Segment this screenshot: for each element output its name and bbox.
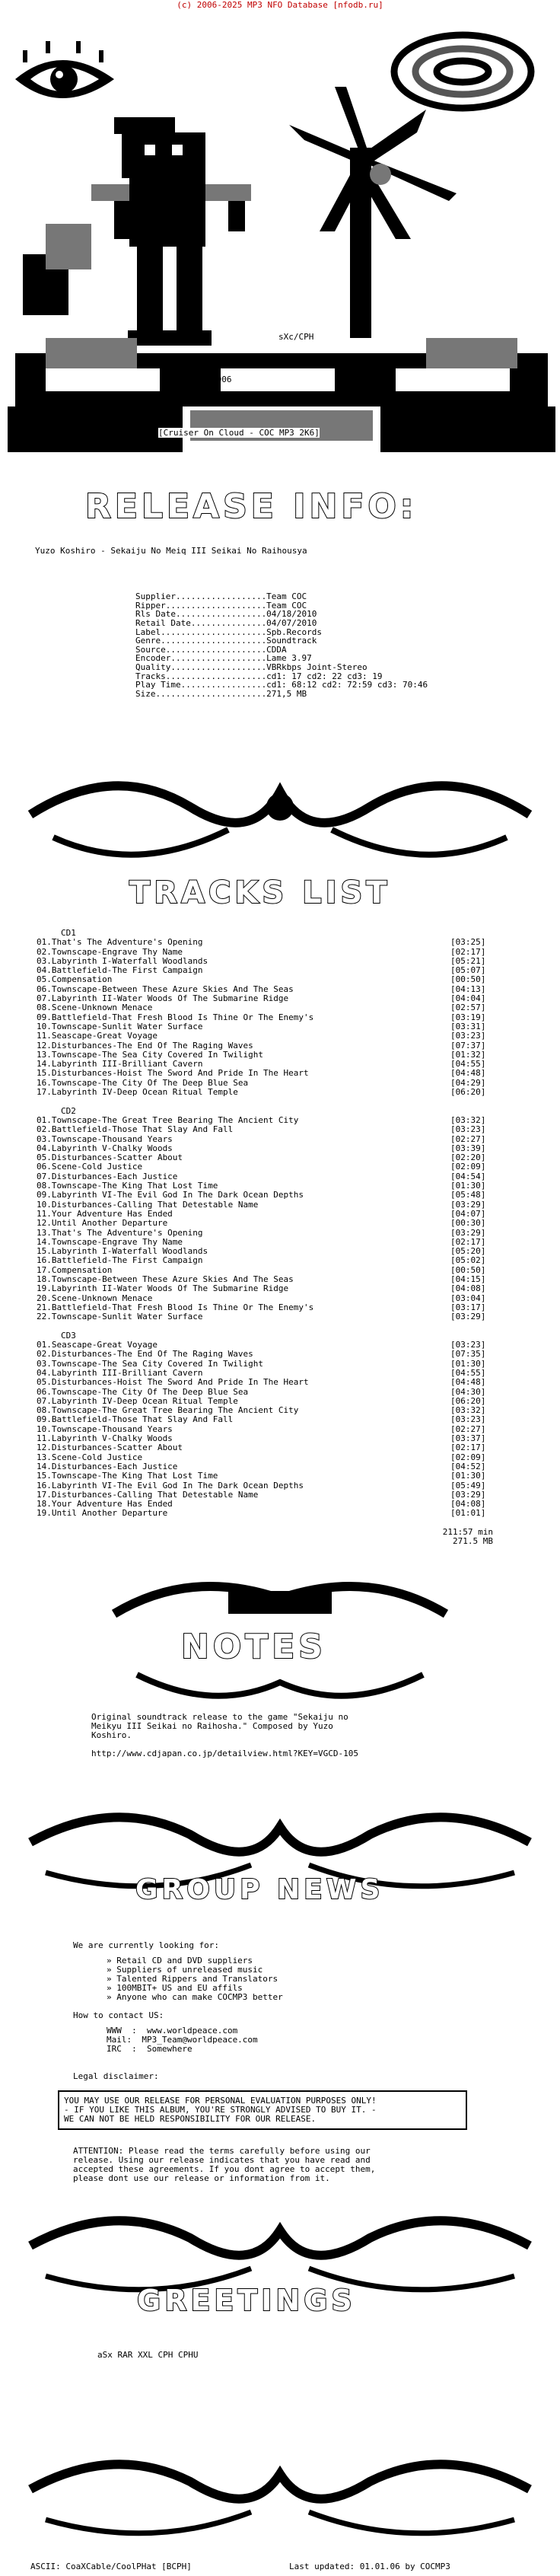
track-title: 16.Townscape-The City Of The Deep Blue Sea bbox=[37, 1077, 249, 1088]
track-title: 15.Labyrinth I-Waterfall Woodlands bbox=[37, 1246, 208, 1257]
track-row bbox=[37, 1162, 493, 1172]
track-length: [02:09] bbox=[450, 1162, 486, 1172]
track-length: [04:07] bbox=[450, 1208, 486, 1219]
track-row bbox=[37, 1284, 493, 1293]
spiral-icon bbox=[394, 35, 531, 108]
release-info-line: Ripper....................Team COC bbox=[135, 600, 307, 611]
greetings-heading: GREETINGS bbox=[137, 2284, 356, 2317]
track-title: 01.Townscape-The Great Tree Bearing The Ancient City bbox=[37, 1114, 299, 1125]
track-row bbox=[37, 975, 493, 984]
track-length: [03:29] bbox=[450, 1199, 486, 1210]
track-length: [05:48] bbox=[450, 1190, 486, 1200]
track-title: 11.Your Adventure Has Ended bbox=[37, 1208, 173, 1219]
track-title: 04.Labyrinth III-Brilliant Cavern bbox=[37, 1367, 203, 1378]
track-row bbox=[37, 1003, 493, 1012]
footer-updated: Last updated: 01.01.06 by COCMP3 bbox=[289, 2562, 450, 2571]
track-length: [03:19] bbox=[450, 1012, 486, 1022]
track-length: [05:21] bbox=[450, 955, 486, 966]
track-length: [04:13] bbox=[450, 984, 486, 994]
track-length: [04:54] bbox=[450, 1171, 486, 1181]
want-item: » 100MBIT+ US and EU affils bbox=[107, 1983, 243, 1993]
track-row bbox=[37, 1415, 493, 1424]
disc-label: CD2 bbox=[61, 1105, 76, 1116]
track-title: 05.Disturbances-Hoist The Sword And Pride In The Heart bbox=[37, 1377, 309, 1388]
want-item: » Suppliers of unreleased music bbox=[107, 1965, 263, 1975]
track-length: [02:57] bbox=[450, 1003, 486, 1013]
legal-heading: Legal disclaimer: bbox=[73, 2071, 159, 2081]
track-length: [02:20] bbox=[450, 1153, 486, 1163]
track-length: [05:07] bbox=[450, 965, 486, 976]
track-title: 03.Labyrinth I-Waterfall Woodlands bbox=[37, 955, 208, 966]
release-info-line: Tracks....................cd1: 17 cd2: 22 cd3: 19 bbox=[135, 671, 383, 681]
track-title: 11.Labyrinth V-Chalky Woods bbox=[37, 1433, 173, 1444]
track-title: 03.Townscape-The Sea City Covered In Twilight bbox=[37, 1358, 264, 1369]
track-title: 13.Scene-Cold Justice bbox=[37, 1452, 143, 1462]
tracklist bbox=[37, 929, 493, 1547]
track-title: 06.Scene-Cold Justice bbox=[37, 1162, 143, 1172]
track-length: [03:32] bbox=[450, 1114, 486, 1125]
track-length: [03:29] bbox=[450, 1312, 486, 1322]
want-item: » Talented Rippers and Translators bbox=[107, 1974, 278, 1984]
track-length: [03:31] bbox=[450, 1021, 486, 1031]
contact-item: Mail: MP3_Team@worldpeace.com bbox=[107, 2035, 258, 2045]
want-item: » Anyone who can make COCMP3 better bbox=[107, 1992, 283, 2002]
track-title: 21.Battlefield-That Fresh Blood Is Thine Or The Enemy's bbox=[37, 1302, 314, 1312]
palm-tree-icon bbox=[289, 87, 457, 338]
track-title: 09.Battlefield-Those That Slay And Fall bbox=[37, 1414, 234, 1425]
track-title: 16.Labyrinth VI-The Evil God In The Dark Ocean Depths bbox=[37, 1480, 304, 1490]
release-title: Yuzo Koshiro - Sekaiju No Meiq III Seikai No Raihousya bbox=[35, 546, 307, 556]
track-title: 09.Battlefield-That Fresh Blood Is Thine Or The Enemy's bbox=[37, 1012, 314, 1022]
legal-box: YOU MAY USE OUR RELEASE FOR PERSONAL EVALUATION PURPOSES ONLY! - IF YOU LIKE THIS ALBUM, YOU'RE STRONGLY ADVISED TO BUY IT. - WE CAN NOT BE HELD RESPONSIBILITY FOR OUR RELEASE. bbox=[58, 2090, 467, 2130]
track-length: [02:27] bbox=[450, 1423, 486, 1434]
track-length: [00:30] bbox=[450, 1218, 486, 1229]
track-title: 07.Labyrinth II-Water Woods Of The Submarine Ridge bbox=[37, 993, 289, 1004]
want-item: » Retail CD and DVD suppliers bbox=[107, 1956, 253, 1965]
track-title: 12.Until Another Departure bbox=[37, 1218, 168, 1229]
track-row bbox=[37, 1191, 493, 1200]
track-length: [05:20] bbox=[450, 1246, 486, 1257]
track-row bbox=[37, 1219, 493, 1228]
track-length: [01:30] bbox=[450, 1181, 486, 1191]
track-title: 13.Townscape-The Sea City Covered In Twilight bbox=[37, 1049, 264, 1060]
track-row bbox=[37, 1378, 493, 1387]
track-title: 04.Battlefield-The First Campaign bbox=[37, 965, 203, 976]
group-news-heading: GROUP NEWS bbox=[135, 1874, 384, 1905]
track-length: [07:35] bbox=[450, 1349, 486, 1360]
track-row bbox=[37, 1256, 493, 1265]
track-length: [04:15] bbox=[450, 1274, 486, 1284]
track-title: 05.Compensation bbox=[37, 974, 113, 985]
track-length: [03:04] bbox=[450, 1293, 486, 1303]
track-length: [04:55] bbox=[450, 1367, 486, 1378]
track-row bbox=[37, 1312, 493, 1321]
wants-list bbox=[107, 1956, 283, 2002]
track-length: [03:29] bbox=[450, 1489, 486, 1500]
release-info-block bbox=[135, 575, 428, 707]
nfodb-banner: (c) 2006-2025 MP3 NFO Database [nfodb.ru] bbox=[177, 0, 383, 10]
release-info-line: Quality...................VBRkbps Joint-Stereo bbox=[135, 662, 368, 672]
track-length: [01:30] bbox=[450, 1358, 486, 1369]
release-info-line: Rls Date..................04/18/2010 bbox=[135, 609, 317, 620]
track-title: 18.Townscape-Between These Azure Skies And The Seas bbox=[37, 1274, 294, 1284]
greetings-names: aSx RAR XXL CPH CPHU bbox=[97, 2350, 199, 2360]
year-label: 2006 bbox=[212, 375, 232, 384]
release-info-line: Play Time.................cd1: 68:12 cd2: 72:59 cd3: 70:46 bbox=[135, 680, 428, 690]
track-length: [04:08] bbox=[450, 1283, 486, 1294]
track-title: 16.Battlefield-The First Campaign bbox=[37, 1255, 203, 1266]
release-info-line: Label.....................Spb.Records bbox=[135, 626, 323, 637]
track-row bbox=[37, 1135, 493, 1144]
track-title: 02.Battlefield-Those That Slay And Fall bbox=[37, 1124, 234, 1135]
attention-text: ATTENTION: Please read the terms carefully before using our release. Using our release indicates that you have read and accepted these agreements. If you dont agree to accept them, please dont use our release or information from it. bbox=[73, 2146, 376, 2183]
release-info-line: Encoder...................Lame 3.97 bbox=[135, 653, 312, 664]
track-length: [04:30] bbox=[450, 1386, 486, 1397]
track-length: [04:55] bbox=[450, 1059, 486, 1070]
track-title: 07.Labyrinth IV-Deep Ocean Ritual Temple bbox=[37, 1395, 238, 1406]
track-length: [03:23] bbox=[450, 1124, 486, 1135]
track-length: [04:08] bbox=[450, 1499, 486, 1510]
notes-link[interactable]: http://www.cdjapan.co.jp/detailview.html?KEY=VGCD-105 bbox=[91, 1749, 358, 1758]
track-title: 14.Disturbances-Each Justice bbox=[37, 1461, 178, 1471]
track-length: [07:37] bbox=[450, 1040, 486, 1050]
track-length: [04:48] bbox=[450, 1068, 486, 1079]
track-length: [03:23] bbox=[450, 1340, 486, 1350]
track-title: 06.Townscape-Between These Azure Skies And The Seas bbox=[37, 984, 294, 994]
track-title: 12.Disturbances-Scatter About bbox=[37, 1443, 183, 1453]
track-title: 17.Compensation bbox=[37, 1264, 113, 1275]
track-title: 12.Disturbances-The End Of The Raging Waves bbox=[37, 1040, 253, 1050]
track-row bbox=[37, 1471, 493, 1481]
footer-credits: ASCII: CoaXCable/CoolPHat [BCPH] bbox=[30, 2562, 192, 2571]
group-line: [Cruiser On Cloud - COC MP3 2K6] bbox=[158, 428, 320, 438]
track-row bbox=[37, 1443, 493, 1452]
release-info-line: Size......................271,5 MB bbox=[135, 688, 307, 699]
track-title: 03.Townscape-Thousand Years bbox=[37, 1133, 173, 1144]
track-total-total-time: 211:57 min bbox=[442, 1527, 493, 1537]
disc-label: CD1 bbox=[61, 928, 76, 938]
track-title: 22.Townscape-Sunlit Water Surface bbox=[37, 1312, 203, 1322]
track-length: [03:29] bbox=[450, 1227, 486, 1238]
track-title: 15.Townscape-The King That Lost Time bbox=[37, 1471, 218, 1481]
track-length: [06:20] bbox=[450, 1087, 486, 1098]
release-info-line: Genre.....................Soundtrack bbox=[135, 636, 317, 646]
notes-heading: NOTES bbox=[181, 1628, 326, 1666]
track-length: [04:04] bbox=[450, 993, 486, 1004]
track-title: 01.That's The Adventure's Opening bbox=[37, 937, 203, 948]
track-row bbox=[37, 938, 493, 947]
track-length: [03:39] bbox=[450, 1143, 486, 1153]
track-title: 13.That's The Adventure's Opening bbox=[37, 1227, 203, 1238]
track-length: [02:17] bbox=[450, 946, 486, 957]
release-info-heading: RELEASE INFO: bbox=[85, 487, 418, 526]
ascii-signature: sXc/CPH bbox=[278, 332, 314, 342]
track-title: 05.Disturbances-Scatter About bbox=[37, 1153, 183, 1163]
track-title: 10.Townscape-Thousand Years bbox=[37, 1423, 173, 1434]
figure-icon bbox=[23, 117, 251, 346]
track-title: 04.Labyrinth V-Chalky Woods bbox=[37, 1143, 173, 1153]
contact-list bbox=[107, 2026, 258, 2054]
track-row bbox=[37, 1229, 493, 1238]
contact-item: WWW : www.worldpeace.com bbox=[107, 2026, 238, 2036]
track-title: 20.Scene-Unknown Menace bbox=[37, 1293, 153, 1303]
track-length: [03:37] bbox=[450, 1433, 486, 1444]
track-title: 08.Townscape-The King That Lost Time bbox=[37, 1181, 218, 1191]
logo-artwork bbox=[0, 11, 560, 498]
track-title: 07.Disturbances-Each Justice bbox=[37, 1171, 178, 1181]
track-length: [04:48] bbox=[450, 1377, 486, 1388]
looking-for: We are currently looking for: bbox=[73, 1940, 220, 1950]
track-title: 17.Disturbances-Calling That Detestable Name bbox=[37, 1489, 259, 1500]
track-title: 10.Townscape-Sunlit Water Surface bbox=[37, 1021, 203, 1031]
track-length: [02:17] bbox=[450, 1443, 486, 1453]
track-length: [01:01] bbox=[450, 1508, 486, 1519]
notes-text: Original soundtrack release to the game "Sekaiju no Meikyu III Seikai no Raihosha." Composed by Yuzo Koshiro. bbox=[91, 1712, 348, 1740]
track-title: 08.Scene-Unknown Menace bbox=[37, 1003, 153, 1013]
track-length: [03:25] bbox=[450, 937, 486, 948]
contact-item: IRC : Somewhere bbox=[107, 2044, 192, 2054]
track-row bbox=[37, 1069, 493, 1078]
track-title: 14.Townscape-Engrave Thy Name bbox=[37, 1236, 183, 1247]
track-length: [03:17] bbox=[450, 1302, 486, 1312]
release-info-line: Source....................CDDA bbox=[135, 644, 287, 655]
track-row bbox=[37, 1509, 493, 1518]
release-info-line: Retail Date...............04/07/2010 bbox=[135, 617, 317, 628]
eye-icon bbox=[15, 41, 114, 98]
contact-heading: How to contact US: bbox=[73, 2010, 164, 2020]
ornament-divider-footer bbox=[0, 2436, 560, 2550]
track-row bbox=[37, 1350, 493, 1359]
track-title: 17.Labyrinth IV-Deep Ocean Ritual Temple bbox=[37, 1087, 238, 1098]
track-row bbox=[37, 1125, 493, 1134]
track-title: 06.Townscape-The City Of The Deep Blue Sea bbox=[37, 1386, 249, 1397]
track-row bbox=[37, 1031, 493, 1041]
tracks-list-heading: TRACKS LIST bbox=[129, 875, 391, 910]
track-length: [02:27] bbox=[450, 1133, 486, 1144]
track-title: 02.Townscape-Engrave Thy Name bbox=[37, 946, 183, 957]
track-title: 09.Labyrinth VI-The Evil God In The Dark Ocean Depths bbox=[37, 1190, 304, 1200]
track-title: 01.Seascape-Great Voyage bbox=[37, 1340, 158, 1350]
track-length: [02:17] bbox=[450, 1236, 486, 1247]
track-total-total-size: 271.5 MB bbox=[453, 1536, 493, 1547]
track-title: 14.Labyrinth III-Brilliant Cavern bbox=[37, 1059, 203, 1070]
track-length: [00:50] bbox=[450, 974, 486, 985]
track-title: 10.Disturbances-Calling That Detestable Name bbox=[37, 1199, 259, 1210]
track-row bbox=[37, 1088, 493, 1097]
track-title: 19.Labyrinth II-Water Woods Of The Submarine Ridge bbox=[37, 1283, 289, 1294]
track-title: 19.Until Another Departure bbox=[37, 1508, 168, 1519]
track-length: [06:20] bbox=[450, 1395, 486, 1406]
track-title: 02.Disturbances-The End Of The Raging Waves bbox=[37, 1349, 253, 1360]
track-length: [01:32] bbox=[450, 1049, 486, 1060]
track-length: [04:29] bbox=[450, 1077, 486, 1088]
track-length: [01:30] bbox=[450, 1471, 486, 1481]
track-length: [03:23] bbox=[450, 1031, 486, 1041]
track-length: [03:23] bbox=[450, 1414, 486, 1425]
track-title: 08.Townscape-The Great Tree Bearing The Ancient City bbox=[37, 1405, 299, 1416]
track-title: 15.Disturbances-Hoist The Sword And Pride In The Heart bbox=[37, 1068, 309, 1079]
track-length: [04:52] bbox=[450, 1461, 486, 1471]
track-length: [05:02] bbox=[450, 1255, 486, 1266]
track-row bbox=[37, 1041, 493, 1050]
ornament-divider bbox=[0, 761, 560, 875]
track-length: [03:32] bbox=[450, 1405, 486, 1416]
track-row bbox=[37, 1481, 493, 1490]
track-title: 18.Your Adventure Has Ended bbox=[37, 1499, 173, 1510]
track-length: [00:50] bbox=[450, 1264, 486, 1275]
track-title: 11.Seascape-Great Voyage bbox=[37, 1031, 158, 1041]
disc-label: CD3 bbox=[61, 1330, 76, 1341]
track-length: [05:49] bbox=[450, 1480, 486, 1490]
release-info-line: Supplier..................Team COC bbox=[135, 591, 307, 602]
track-row bbox=[37, 1388, 493, 1397]
track-length: [02:09] bbox=[450, 1452, 486, 1462]
